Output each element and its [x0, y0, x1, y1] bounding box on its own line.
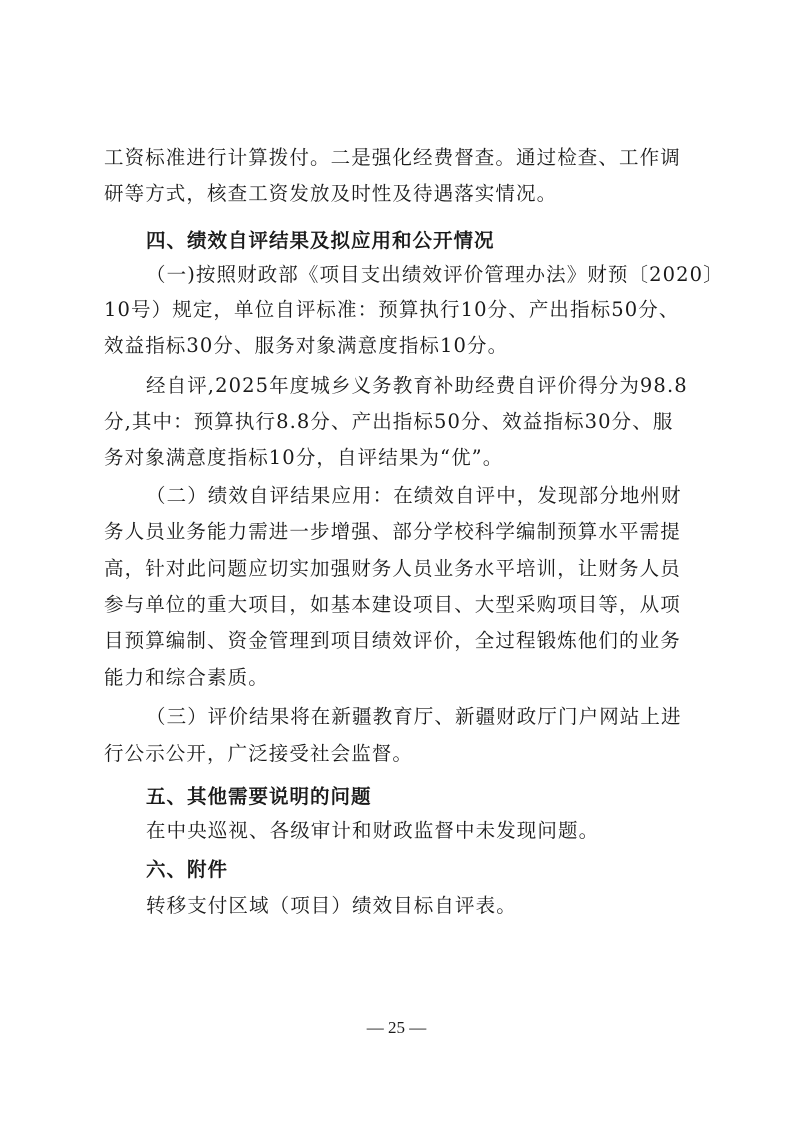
body-text-line: 研等方式，核查工资发放及时性及待遇落实情况。	[104, 182, 558, 205]
body-text-line: （三）评价结果将在新疆教育厅、新疆财政厅门户网站上进	[146, 705, 682, 728]
body-text-line: 效益指标30分、服务对象满意度指标10分。	[104, 334, 509, 357]
body-text-line: 行公示公开，广泛接受社会监督。	[104, 742, 414, 765]
body-text-line: 经自评,2025年度城乡义务教育补助经费自评价得分为98.8	[146, 374, 688, 397]
body-text-line: 参与单位的重大项目，如基本建设项目、大型采购项目等，从项	[104, 593, 681, 616]
page-number: — 25 —	[366, 1018, 427, 1037]
body-text-line: 10号）规定，单位自评标准：预算执行10分、产出指标50分、	[104, 298, 680, 321]
body-text-line: 高，针对此问题应切实加强财务人员业务水平培训，让财务人员	[104, 557, 681, 580]
section-heading-5: 五、其他需要说明的问题	[146, 785, 372, 808]
body-text-line: 务人员业务能力需进一步增强、部分学校科学编制预算水平需提	[104, 520, 681, 543]
body-text-line: 转移支付区域（项目）绩效目标自评表。	[146, 894, 517, 917]
body-text-line: 能力和综合素质。	[104, 666, 269, 689]
body-text-line: 工资标准进行计算拨付。二是强化经费督查。通过检查、工作调	[104, 146, 681, 169]
section-heading-4: 四、绩效自评结果及拟应用和公开情况	[146, 229, 495, 252]
body-text-line: 目预算编制、资金管理到项目绩效评价，全过程锻炼他们的业务	[104, 629, 681, 652]
body-text-line: 务对象满意度指标10分，自评结果为“优”。	[104, 446, 504, 469]
section-heading-6: 六、附件	[146, 858, 229, 881]
body-text-line: 分,其中：预算执行8.8分、产出指标50分、效益指标30分、服	[104, 410, 674, 433]
body-text-line: （一)按照财政部《项目支出绩效评价管理办法》财预〔2020〕	[146, 263, 724, 286]
body-text-line: 在中央巡视、各级审计和财政监督中未发现问题。	[146, 819, 600, 842]
body-text-line: （二）绩效自评结果应用：在绩效自评中，发现部分地州财	[146, 484, 682, 507]
